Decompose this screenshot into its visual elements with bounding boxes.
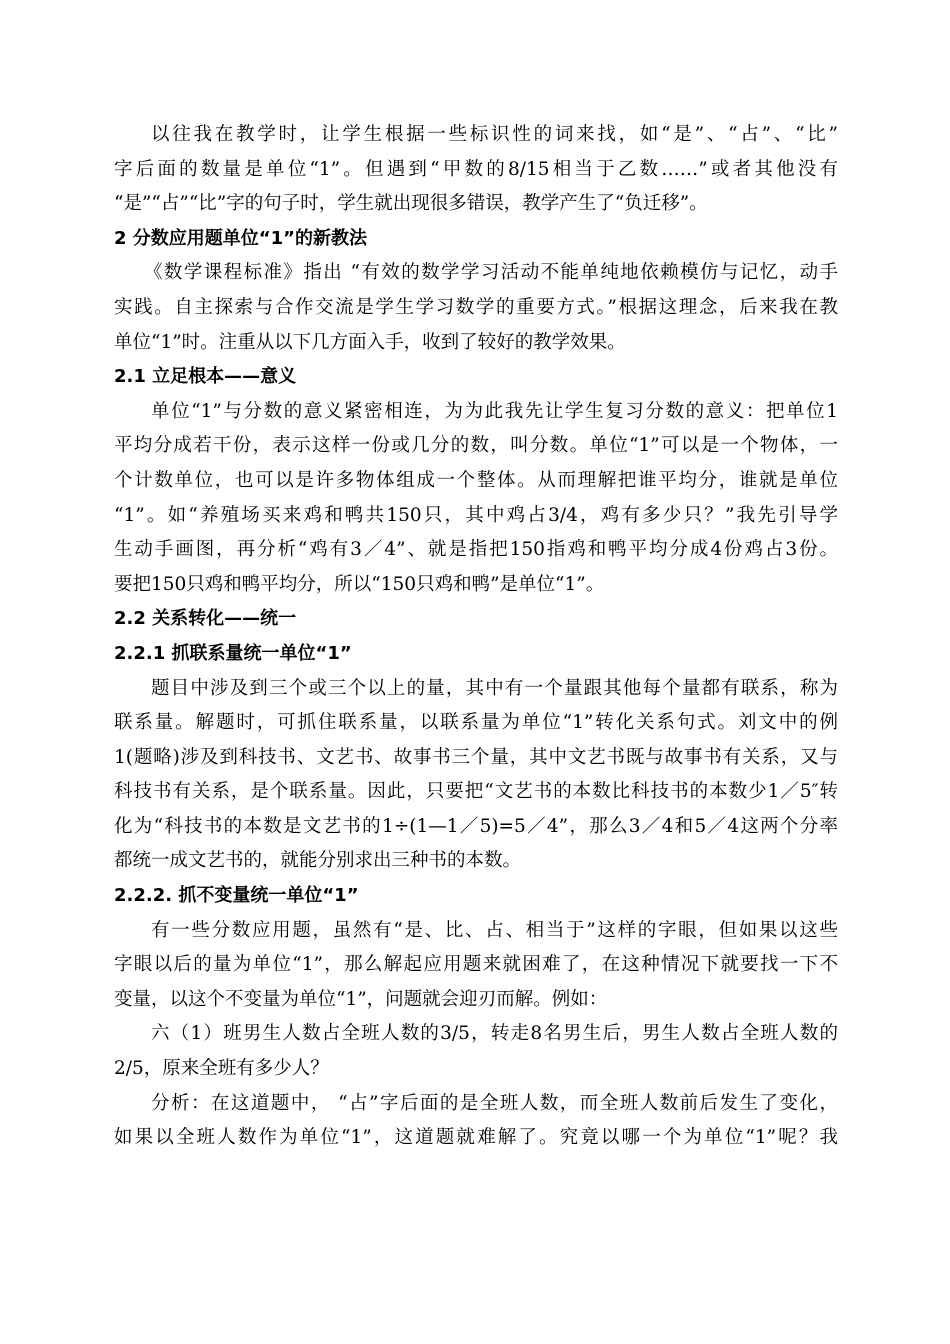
paragraph-line: 实践。自主探索与合作交流是学生学习数学的重要方式。”根据这理念，后来我在教 [114,296,838,318]
paragraph-section-2-1 [114,395,838,603]
paragraph-analysis [114,1087,838,1156]
paragraph-line: 变量，以这个不变量为单位“1”，问题就会迎刃而解。例如： [114,988,608,1010]
paragraph-section-2-2-2 [114,914,838,1018]
paragraph-line: 分析：在这道题中， “占”字后面的是全班人数，而全班人数前后发生了变化， [151,1092,838,1114]
paragraph-line: 字后面的数量是单位“1”。但遇到“甲数的8/15相当于乙数……”或者其他没有 [114,158,838,180]
paragraph-line: “是”“占”“比”字的句子时，学生就出现很多错误，教学产生了“负迁移”。 [114,193,708,215]
paragraph-section-2 [114,256,838,360]
paragraph-intro [114,118,838,222]
paragraph-line: 六（1）班男生人数占全班人数的3/5，转走8名男生后，男生人数占全班人数的 [151,1023,838,1045]
section-heading-2-1: 2.1 立足根本——意义 [114,366,297,388]
paragraph-line: 化为“科技书的本数是文艺书的1÷(1—1／5)=5／4”，那么3／4和5／4这两个分率 [114,815,838,837]
paragraph-line: 都统一成文艺书的，就能分别求出三种书的本数。 [114,850,522,872]
section-heading-2-2-1: 2.2.1 抓联系量统一单位“1” [114,642,352,664]
paragraph-line: 字眼以后的量为单位“1”，那么解起应用题来就困难了，在这种情况下就要找一下不 [114,954,838,976]
paragraph-line: “1”。如“养殖场买来鸡和鸭共150只，其中鸡占3/4，鸡有多少只？”我先引导学 [114,504,838,526]
paragraph-line: 单位“1”时。注重从以下几方面入手，收到了较好的教学效果。 [114,331,626,353]
paragraph-line: 以往我在教学时，让学生根据一些标识性的词来找，如“是”、“占”、“比” [151,124,838,145]
section-heading-2-2: 2.2 关系转化——统一 [114,608,297,630]
section-heading-2-2-2: 2.2.2. 抓不变量统一单位“1” [114,885,359,907]
document-body [114,118,838,1156]
paragraph-line: 要把150只鸡和鸭平均分，所以“150只鸡和鸭”是单位“1”。 [114,573,605,595]
paragraph-line: 科技书有关系，是个联系量。因此，只要把“文艺书的本数比科技书的本数少1／5″转 [114,781,838,803]
paragraph-line: 联系量。解题时，可抓住联系量，以联系量为单位“1”转化关系句式。刘文中的例 [114,712,838,734]
paragraph-section-2-2-1 [114,672,838,880]
paragraph-line: 1(题略)涉及到科技书、文艺书、故事书三个量，其中文艺书既与故事书有关系，又与 [114,746,838,768]
paragraph-line: 如果以全班人数作为单位“1”，这道题就难解了。究竟以哪一个为单位“1”呢？我 [114,1127,838,1149]
paragraph-line: 有一些分数应用题，虽然有“是、比、占、相当于”这样的字眼，但如果以这些 [151,919,838,941]
paragraph-line: 《数学课程标准》指出 “有效的数学学习活动不能单纯地依赖模仿与记忆，动手 [144,262,838,284]
section-heading-2: 2 分数应用题单位“1”的新教法 [114,227,367,249]
paragraph-example [114,1017,838,1086]
paragraph-line: 单位“1”与分数的意义紧密相连，为为此我先让学生复习分数的意义：把单位1 [151,400,838,422]
paragraph-line: 个计数单位，也可以是许多物体组成一个整体。从而理解把谁平均分，谁就是单位 [114,469,838,491]
paragraph-line: 2/5，原来全班有多少人？ [114,1058,329,1080]
paragraph-line: 题目中涉及到三个或三个以上的量，其中有一个量跟其他每个量都有联系，称为 [151,677,838,699]
paragraph-line: 生动手画图，再分析“鸡有3／4”、就是指把150指鸡和鸭平均分成4份鸡占3份。 [114,539,838,561]
paragraph-line: 平均分成若干份，表示这样一份或几分的数，叫分数。单位“1”可以是一个物体，一 [114,435,838,457]
